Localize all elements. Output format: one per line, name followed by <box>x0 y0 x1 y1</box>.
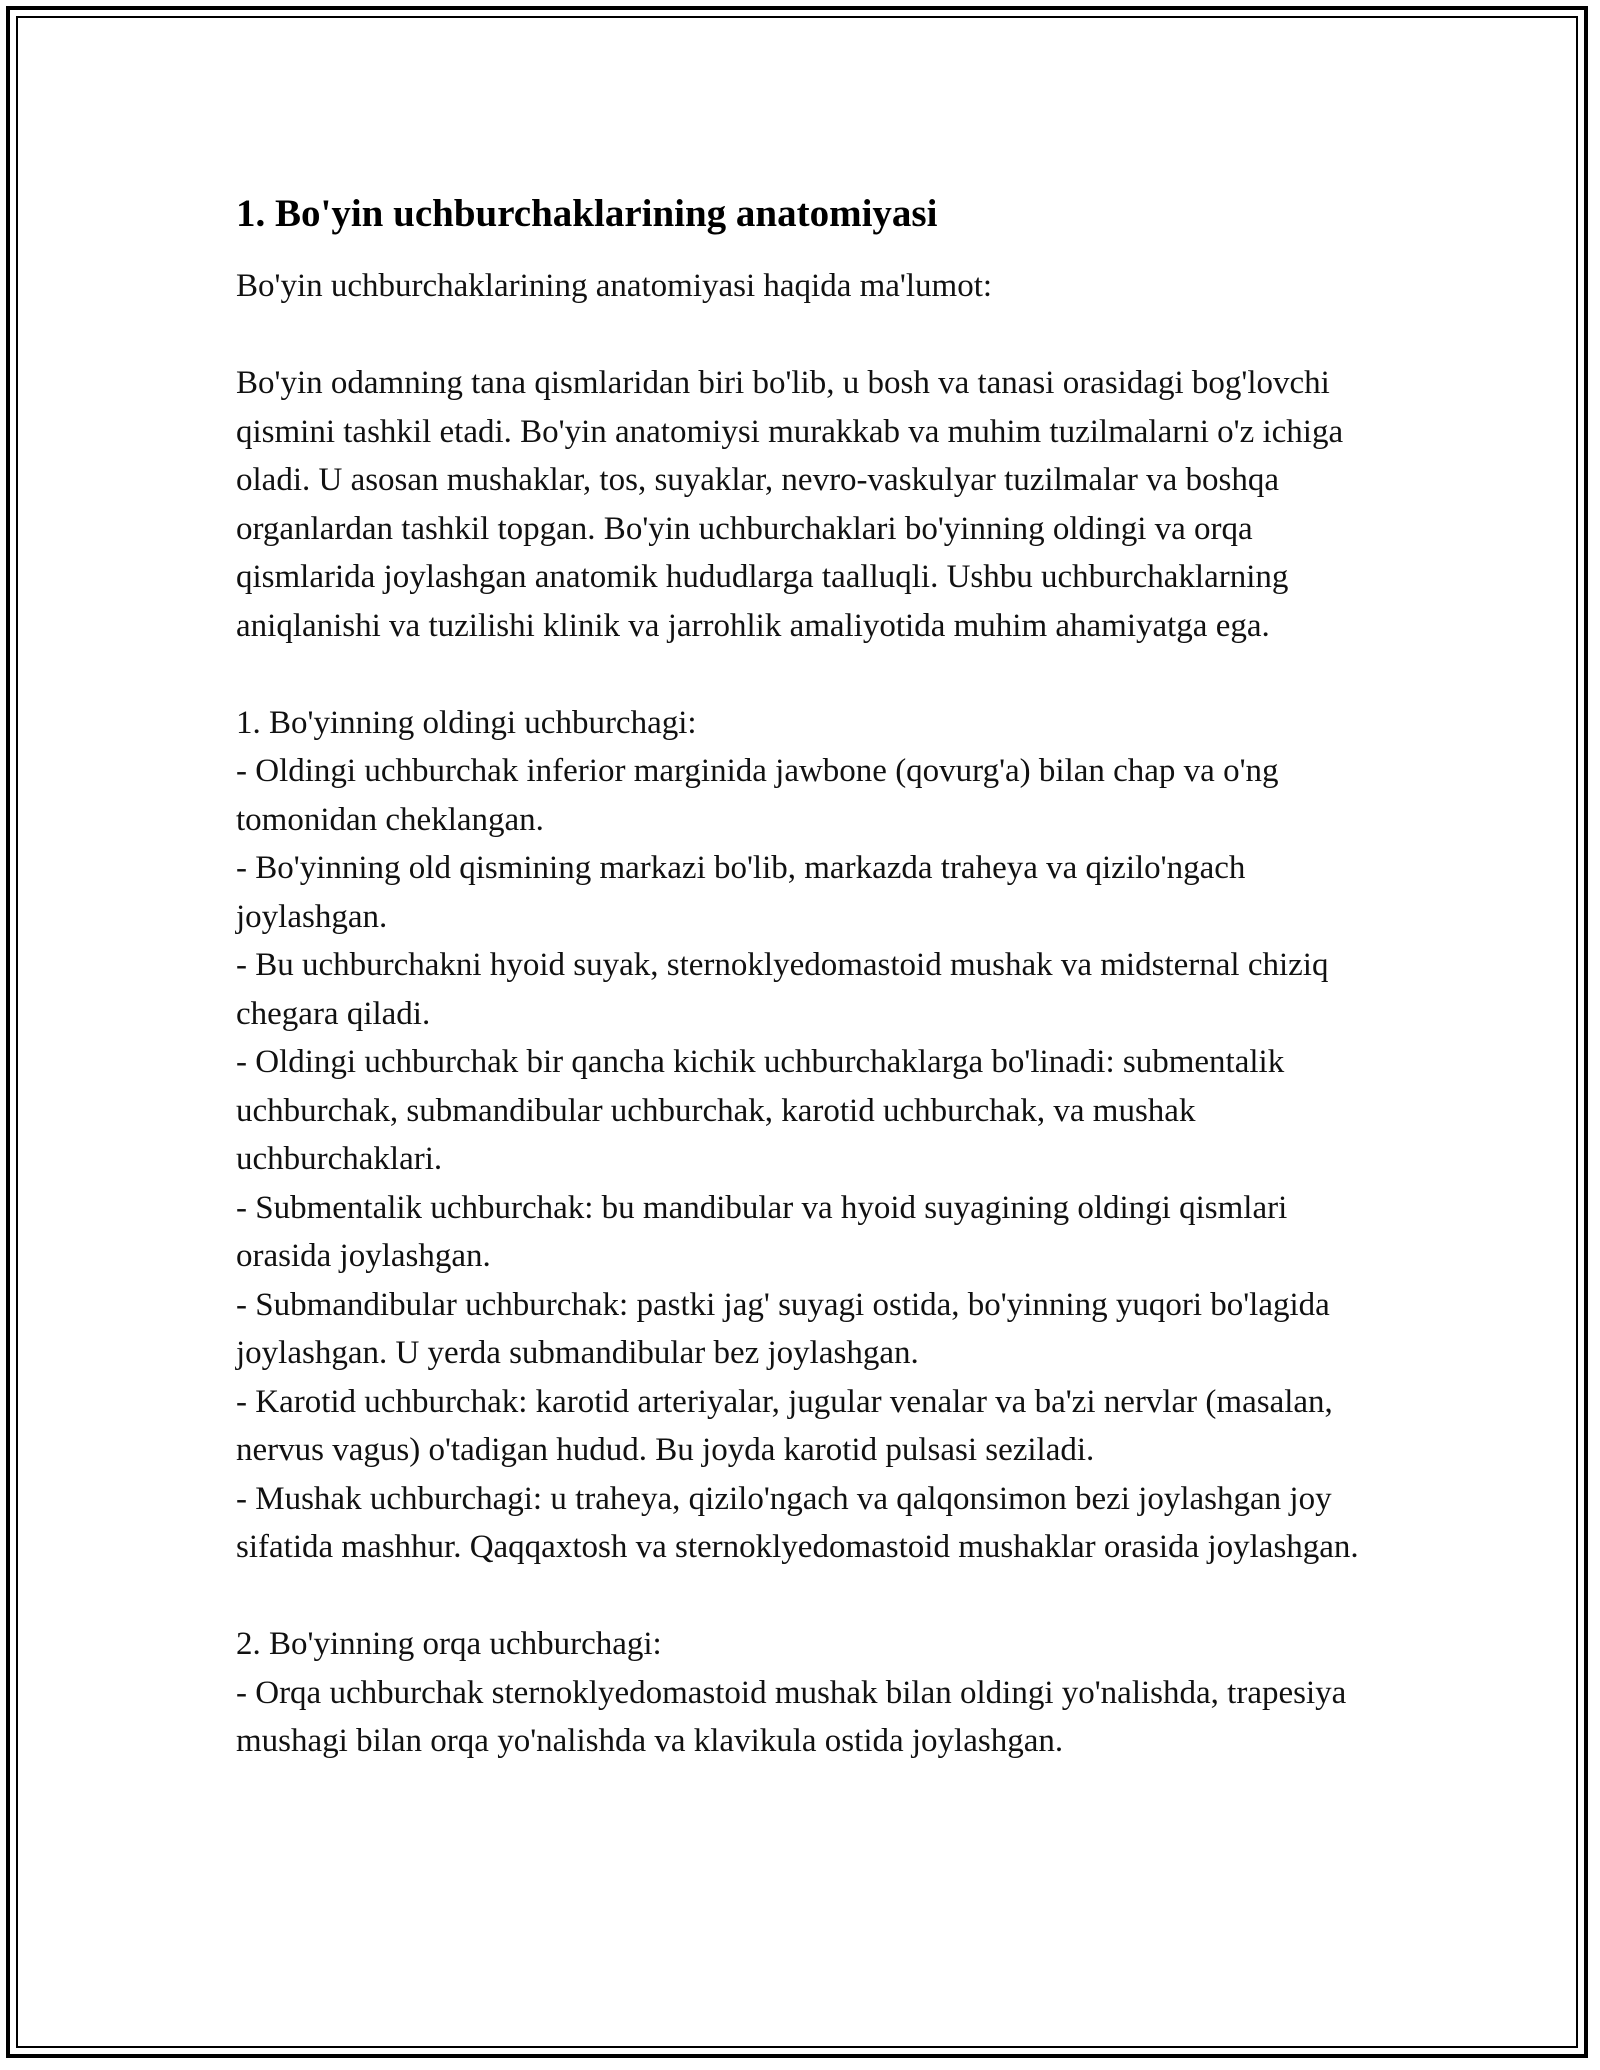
section1-item: - Submandibular uchburchak: pastki jag' suyagi ostida, bo'yinning yuqori bo'lagida joylashgan. U yerda submandibular bez joylashgan. <box>236 1286 1330 1371</box>
section1-item: - Mushak uchburchagi: u traheya, qizilo'ngach va qalqonsimon bezi joylashgan joy sifatida mashhur. Qaqqaxtosh va sternoklyedomastoid mushaklar orasida joylashgan. <box>236 1480 1359 1565</box>
intro-paragraph: Bo'yin uchburchaklarining anatomiyasi haqida ma'lumot: <box>236 268 993 304</box>
section2-title: 2. Bo'yinning orqa uchburchagi: <box>236 1626 662 1662</box>
section2-item: - Orqa uchburchak sternoklyedomastoid mushak bilan oldingi yo'nalishda, trapesiya mushagi bilan orqa yo'nalishda va klavikula ostida joylashgan. <box>236 1674 1347 1759</box>
section1-item: - Karotid uchburchak: karotid arteriyalar, jugular venalar va ba'zi nervlar (masalan, nervus vagus) o'tadigan hudud. Bu joyda karotid pulsasi seziladi. <box>236 1383 1333 1468</box>
paragraph-gap <box>236 650 1376 699</box>
section1-item: - Oldingi uchburchak inferior marginida jawbone (qovurg'a) bilan chap va o'ng tomonidan cheklangan. <box>236 753 1279 838</box>
paragraph-gap <box>236 311 1376 360</box>
document-heading: 1. Bo'yin uchburchaklarining anatomiyasi <box>236 192 938 235</box>
section1-item: - Submentalik uchburchak: bu mandibular va hyoid suyagining oldingi qismlari orasida joylashgan. <box>236 1189 1288 1274</box>
section1-item: - Bu uchburchakni hyoid suyak, sternoklyedomastoid mushak va midsternal chiziq chegara qiladi. <box>236 947 1329 1032</box>
overview-paragraph: Bo'yin odamning tana qismlaridan biri bo'lib, u bosh va tanasi orasidagi bog'lovchi qismini tashkil etadi. Bo'yin anatomiysi murakkab va muhim tuzilmalarni o'z ichiga oladi. U asosan mushaklar, tos, suyaklar, nevro-vaskulyar tuzilmalar va boshqa organlardan tashkil topgan. Bo'yin uchburchaklari bo'yinning oldingi va orqa qismlarida joylashgan anatomik hududlarga taalluqli. Ushbu uchburchaklarning aniqlanishi va tuzilishi klinik va jarrohlik amaliyotida muhim ahamiyatga ega. <box>236 365 1344 644</box>
section1-item: - Oldingi uchburchak bir qancha kichik uchburchaklarga bo'linadi: submentalik uchburchak, submandibular uchburchak, karotid uchburchak, va mushak uchburchaklari. <box>236 1044 1285 1177</box>
section1-item: - Bo'yinning old qismining markazi bo'lib, markazda traheya va qizilo'ngach joylashgan. <box>236 850 1246 935</box>
paragraph-gap <box>236 1572 1376 1621</box>
document-body <box>236 186 1376 1766</box>
section1-title: 1. Bo'yinning oldingi uchburchagi: <box>236 704 697 741</box>
